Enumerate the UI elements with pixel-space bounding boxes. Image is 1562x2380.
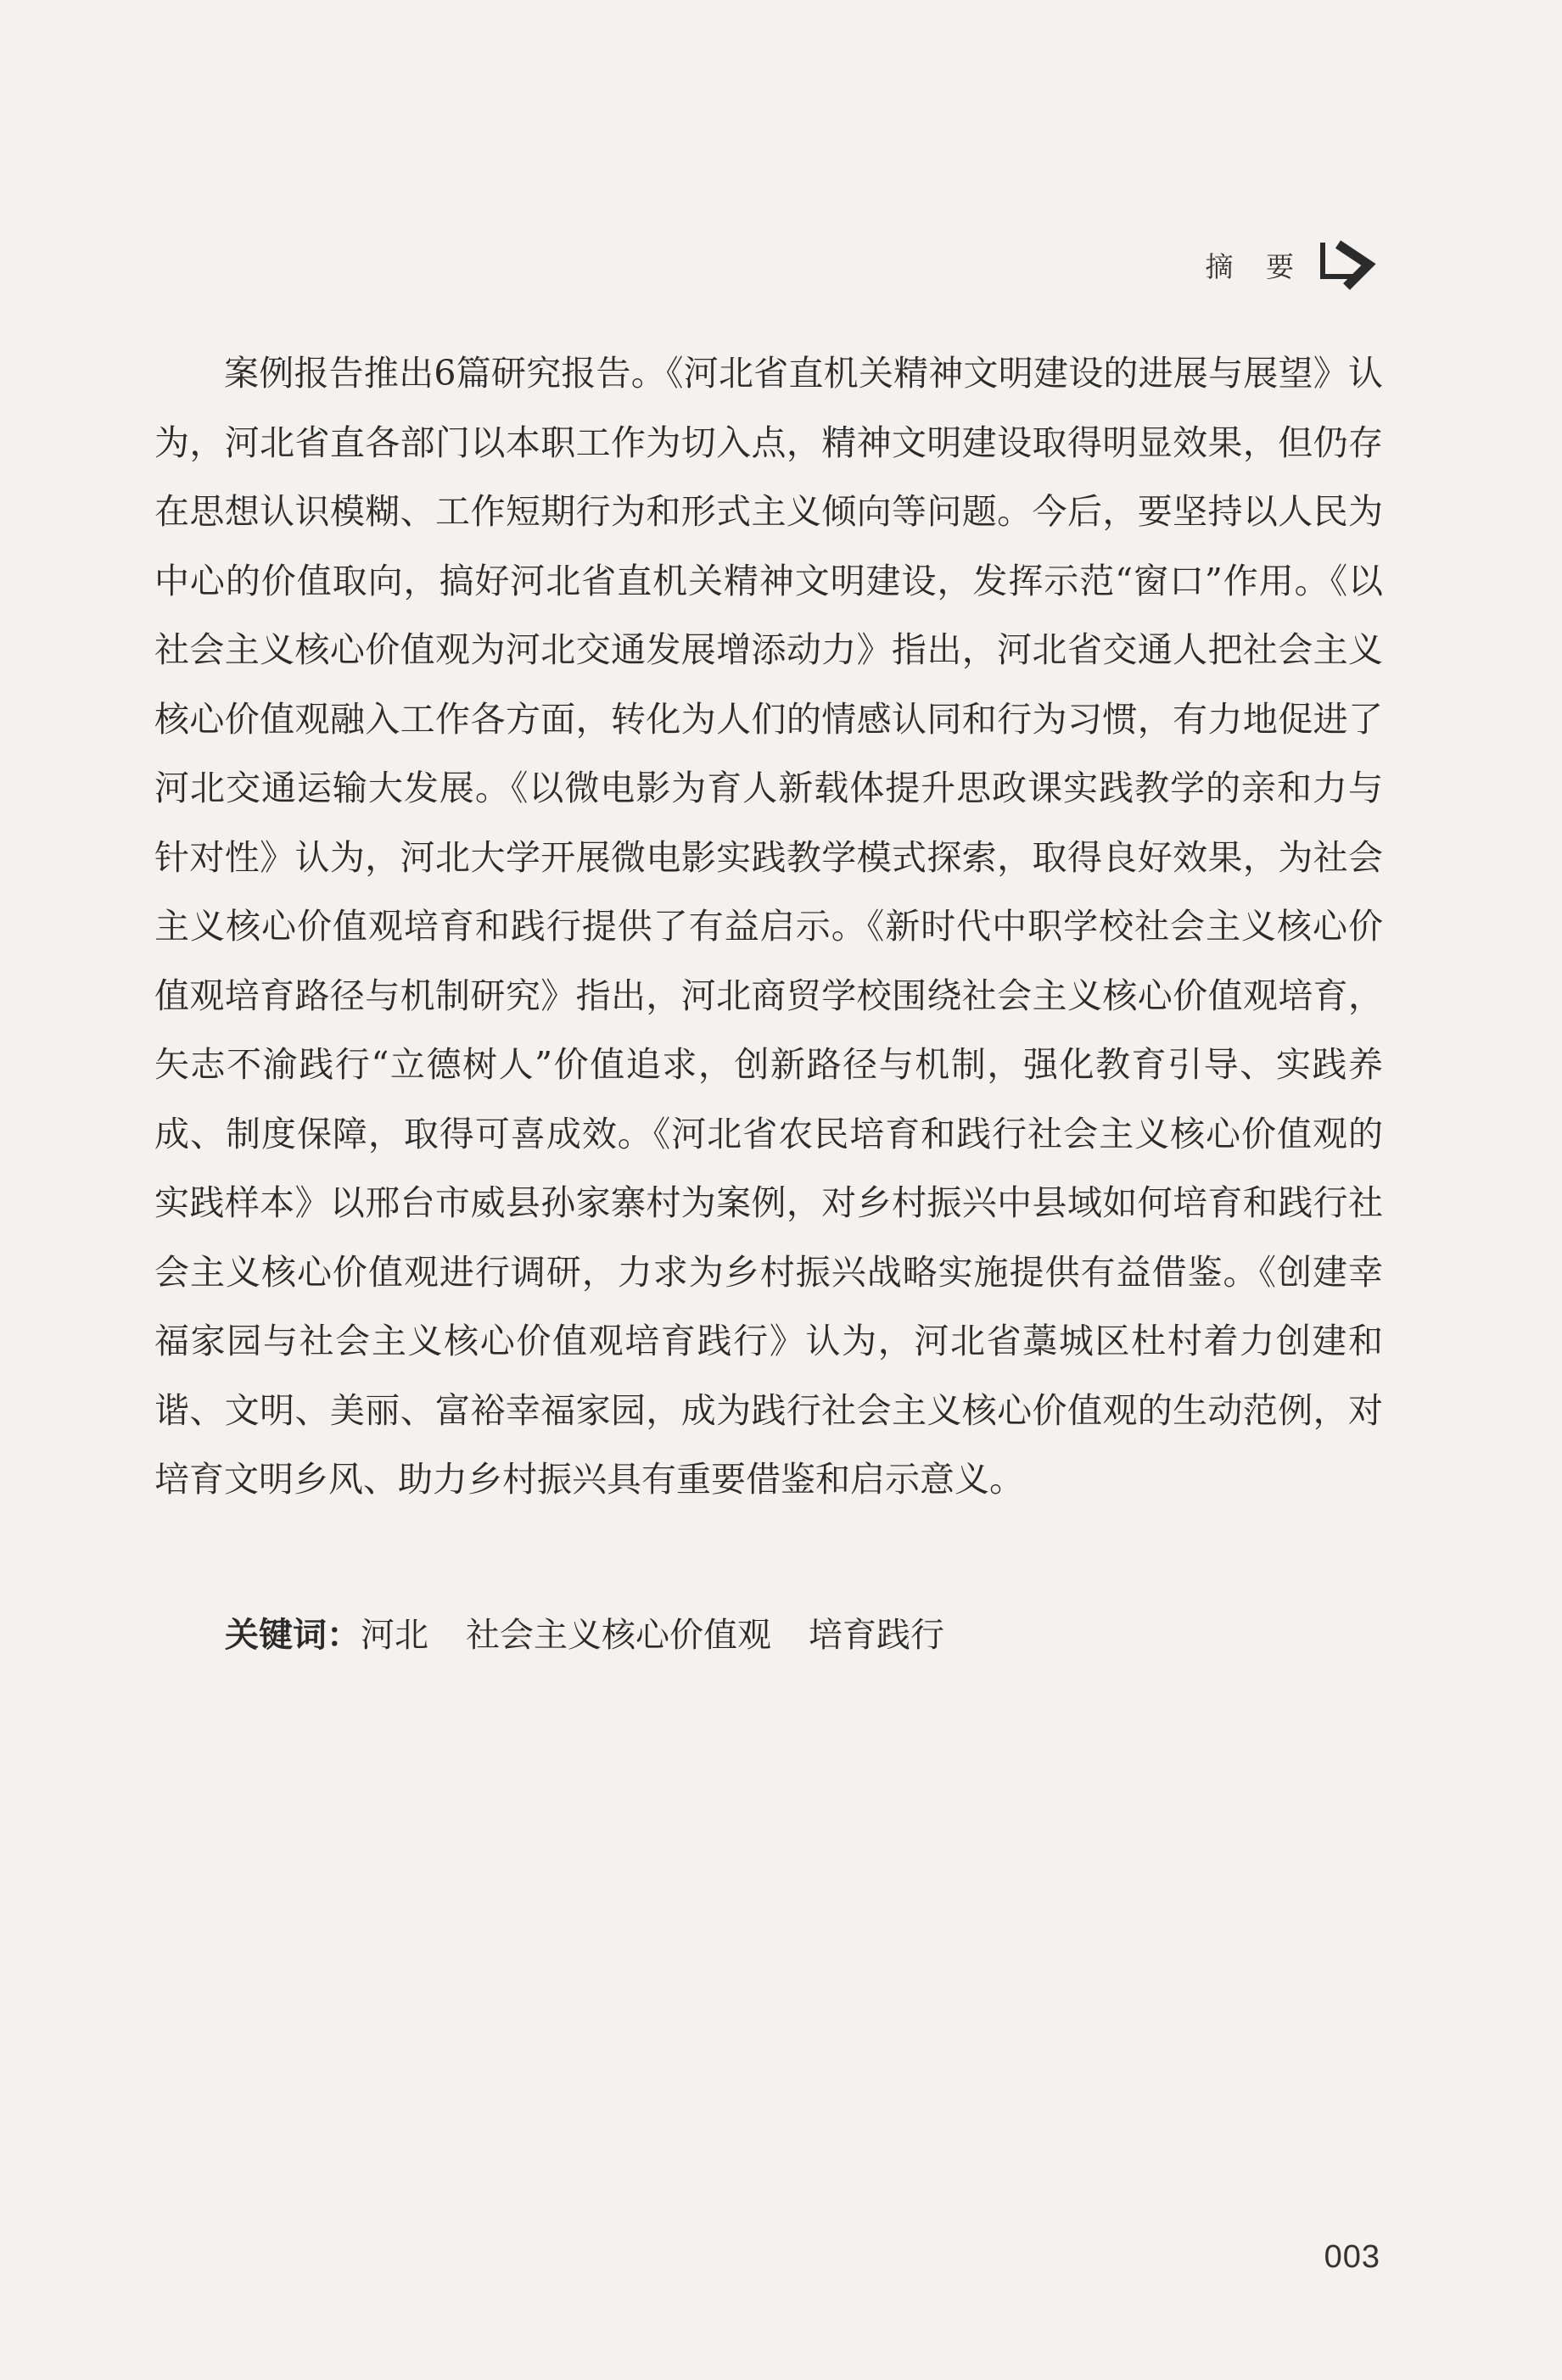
- page-number: 003: [1324, 2239, 1380, 2275]
- corner-arrow-icon: [1313, 236, 1382, 293]
- abstract-body: [154, 339, 1383, 1515]
- keyword-item: 河北: [361, 1616, 428, 1655]
- abstract-paragraph: 案例报告推出6篇研究报告。《河北省直机关精神文明建设的进展与展望》认为，河北省直各部门以本职工作为切入点，精神文明建设取得明显效果，但仍存在思想认识模糊、工作短期行为和形式主义倾向等问题。今后，要坚持以人民为中心的价值取向，搞好河北省直机关精神文明建设，发挥示范“窗口”作用。《以社会主义核心价值观为河北交通发展增添动力》指出，河北省交通人把社会主义核心价值观融入工作各方面，转化为人们的情感认同和行为习惯，有力地促进了河北交通运输大发展。《以微电影为育人新载体提升思政课实践教学的亲和力与针对性》认为，河北大学开展微电影实践教学模式探索，取得良好效果，为社会主义核心价值观培育和践行提供了有益启示。《新时代中职学校社会主义核心价值观培育路径与机制研究》指出，河北商贸学校围绕社会主义核心价值观培育，矢志不渝践行“立德树人”价值追求，创新路径与机制，强化教育引导、实践养成、制度保障，取得可喜成效。《河北省农民培育和践行社会主义核心价值观的实践样本》以邢台市威县孙家寨村为案例，对乡村振兴中县域如何培育和践行社会主义核心价值观进行调研，力求为乡村振兴战略实施提供有益借鉴。《创建幸福家园与社会主义核心价值观培育践行》认为，河北省藁城区杜村着力创建和谐、文明、美丽、富裕幸福家园，成为践行社会主义核心价值观的生动范例，对培育文明乡风、助力乡村振兴具有重要借鉴和启示意义。: [154, 353, 1383, 1500]
- keyword-item: 社会主义核心价值观: [466, 1616, 771, 1655]
- section-header: [1206, 236, 1383, 293]
- keywords-line: [225, 1610, 982, 1661]
- section-label: 摘 要: [1205, 249, 1306, 283]
- keyword-item: 培育践行: [809, 1616, 944, 1655]
- keywords-label: 关键词：: [225, 1616, 361, 1655]
